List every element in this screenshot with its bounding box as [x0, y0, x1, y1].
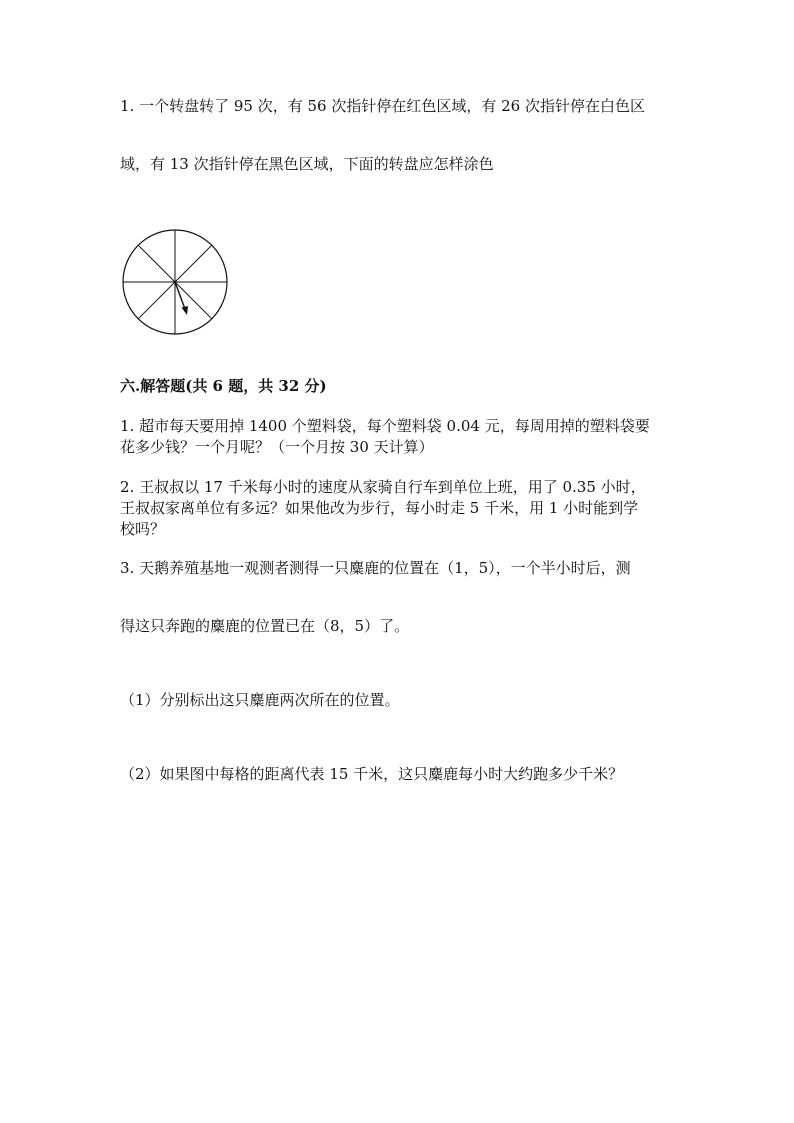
sub-question-text: （2）如果图中每格的距离代表 15 千米，这只麋鹿每小时大约跑多少千米？ [120, 765, 624, 783]
pointer-arrow-icon [182, 306, 189, 315]
question-text-line: 校吗？ [120, 520, 166, 538]
question-text-line: 3. 天鹅养殖基地一观测者测得一只麋鹿的位置在（1，5），一个半小时后，测 [120, 559, 631, 577]
question-text-line: 花多少钱？一个月呢？（一个月按 30 天计算） [120, 438, 434, 456]
question-text-line: 王叔叔家离单位有多远？如果他改为步行，每小时走 5 千米，用 1 小时能到学 [120, 499, 639, 517]
question-text-line: 1. 超市每天要用掉 1400 个塑料袋，每个塑料袋 0.04 元，每周用掉的塑料袋要 [120, 417, 650, 435]
question-text-line: 1. 一个转盘转了 95 次，有 56 次指针停在红色区域，有 26 次指针停在白色区 [120, 97, 645, 115]
question-text-line: 2. 王叔叔以 17 千米每小时的速度从家骑自行车到单位上班，用了 0.35 小时， [120, 478, 646, 496]
question-text-line: 域，有 13 次指针停在黑色区域，下面的转盘应怎样涂色 [120, 155, 494, 173]
question-text-line: 得这只奔跑的麋鹿的位置已在（8，5）了。 [120, 617, 410, 635]
sub-question-text: （1）分别标出这只麋鹿两次所在的位置。 [120, 691, 400, 709]
spinner-wheel-figure [119, 226, 231, 338]
spinner-pointer [175, 282, 185, 309]
section-heading: 六.解答题(共 6 题，共 32 分) [120, 377, 327, 395]
